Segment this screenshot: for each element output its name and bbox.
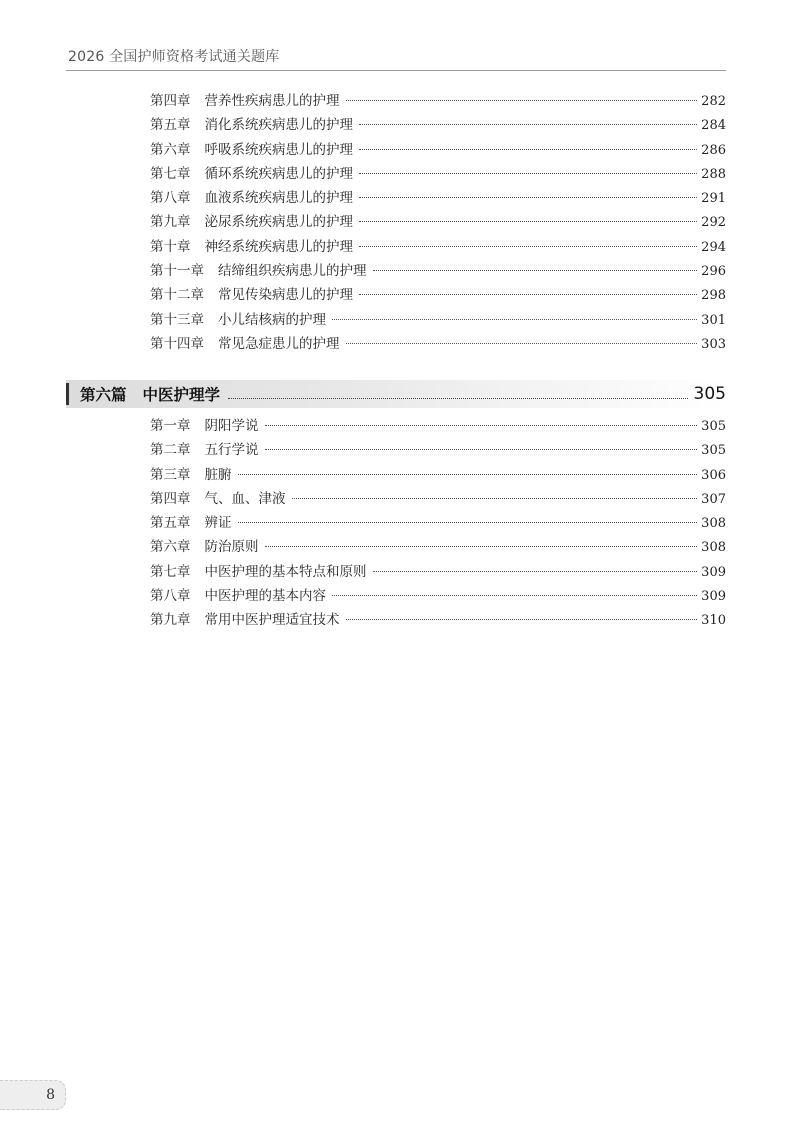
part-accent-bar <box>66 383 69 405</box>
dot-leader <box>359 149 697 150</box>
page-ref: 284 <box>701 118 726 134</box>
page-ref: 301 <box>701 312 726 328</box>
page-ref: 282 <box>701 94 726 109</box>
chapter-title: 结缔组织疾病患儿的护理 <box>218 263 367 280</box>
page-ref: 292 <box>701 215 726 231</box>
chapter-number: 第四章 <box>150 490 191 507</box>
chapter-number: 第十一章 <box>150 263 204 280</box>
page-ref: 286 <box>701 142 726 158</box>
dot-leader <box>359 294 697 295</box>
toc-entry[interactable] <box>150 608 726 632</box>
chapter-title: 营养性疾病患儿的护理 <box>204 93 340 109</box>
toc-entry[interactable] <box>150 210 726 234</box>
chapter-number: 第三章 <box>150 466 191 483</box>
toc-entry[interactable] <box>150 535 726 559</box>
dot-leader <box>359 173 697 174</box>
toc-entry[interactable] <box>150 186 726 210</box>
chapter-title: 常见急症患儿的护理 <box>218 335 340 352</box>
toc-entry[interactable] <box>150 162 726 186</box>
chapter-number: 第九章 <box>150 214 191 231</box>
dot-leader <box>332 319 697 320</box>
chapter-number: 第九章 <box>150 612 191 629</box>
chapter-title: 脏腑 <box>204 466 232 483</box>
dot-leader <box>346 100 698 101</box>
toc-entry[interactable] <box>150 89 726 113</box>
dot-leader <box>265 546 698 547</box>
dot-leader <box>346 343 698 344</box>
chapter-title: 常用中医护理适宜技术 <box>204 612 340 629</box>
part-page-ref: 305 <box>693 384 726 404</box>
toc-list-continued <box>150 89 726 356</box>
chapter-title: 小儿结核病的护理 <box>218 311 326 328</box>
chapter-number: 第八章 <box>150 190 191 207</box>
chapter-title: 循环系统疾病患儿的护理 <box>204 165 353 182</box>
chapter-title: 中医护理的基本内容 <box>204 588 326 605</box>
chapter-number: 第八章 <box>150 588 191 605</box>
page-ref: 294 <box>701 239 726 255</box>
dot-leader <box>228 398 688 399</box>
running-header: 2026 全国护师资格考试通关题库 <box>68 49 280 65</box>
toc-entry[interactable] <box>150 332 726 356</box>
page-number: 8 <box>46 1087 55 1103</box>
dot-leader <box>359 246 697 247</box>
page-ref: 305 <box>701 419 726 434</box>
dot-leader <box>373 270 698 271</box>
dot-leader <box>359 124 697 125</box>
chapter-title: 辨证 <box>204 515 232 532</box>
dot-leader <box>238 522 698 523</box>
chapter-number: 第五章 <box>150 117 191 134</box>
toc-entry[interactable] <box>150 138 726 162</box>
toc-entry[interactable] <box>150 283 726 307</box>
header-divider <box>66 70 726 71</box>
dot-leader <box>373 571 698 572</box>
toc-entry[interactable] <box>150 584 726 608</box>
page-ref: 308 <box>701 540 726 556</box>
chapter-number: 第六章 <box>150 141 191 158</box>
part-number: 第六篇 <box>80 386 127 404</box>
chapter-number: 第六章 <box>150 539 191 556</box>
toc-entry[interactable] <box>150 259 726 283</box>
toc-entry[interactable] <box>150 560 726 584</box>
toc-entry[interactable] <box>150 511 726 535</box>
page-ref: 309 <box>701 589 726 605</box>
chapter-title: 阴阳学说 <box>204 418 259 434</box>
chapter-title: 气、血、津液 <box>204 490 286 507</box>
page-ref: 306 <box>701 467 726 483</box>
part-title: 中医护理学 <box>142 386 221 404</box>
page-ref: 305 <box>701 443 726 459</box>
dot-leader <box>292 498 698 499</box>
chapter-number: 第七章 <box>150 563 191 580</box>
dot-leader <box>332 595 697 596</box>
chapter-number: 第十三章 <box>150 311 204 328</box>
page-ref: 308 <box>701 516 726 532</box>
page-ref: 296 <box>701 264 726 280</box>
chapter-number: 第七章 <box>150 165 191 182</box>
page-ref: 303 <box>701 336 726 352</box>
dot-leader <box>238 474 698 475</box>
chapter-number: 第十二章 <box>150 287 204 304</box>
chapter-title: 血液系统疾病患儿的护理 <box>204 190 353 207</box>
page-ref: 298 <box>701 288 726 304</box>
dot-leader <box>359 221 697 222</box>
chapter-title: 常见传染病患儿的护理 <box>218 287 353 304</box>
chapter-number: 第五章 <box>150 515 191 532</box>
page-ref: 309 <box>701 564 726 580</box>
page-ref: 291 <box>701 191 726 207</box>
toc-entry[interactable] <box>150 487 726 511</box>
chapter-title: 神经系统疾病患儿的护理 <box>204 238 353 255</box>
dot-leader <box>265 425 698 426</box>
toc-list-part-six <box>150 414 726 633</box>
toc-entry[interactable] <box>150 308 726 332</box>
page-ref: 307 <box>701 491 726 507</box>
toc-entry[interactable] <box>150 414 726 438</box>
chapter-number: 第十四章 <box>150 335 204 352</box>
chapter-title: 泌尿系统疾病患儿的护理 <box>204 214 353 231</box>
dot-leader <box>265 449 698 450</box>
chapter-title: 防治原则 <box>204 539 259 556</box>
chapter-title: 消化系统疾病患儿的护理 <box>204 117 353 134</box>
part-heading[interactable] <box>66 380 726 408</box>
dot-leader <box>346 619 698 620</box>
toc-entry[interactable] <box>150 463 726 487</box>
chapter-number: 第二章 <box>150 442 191 459</box>
chapter-number: 第一章 <box>150 418 191 434</box>
chapter-number: 第十章 <box>150 238 191 255</box>
toc-entry[interactable] <box>150 113 726 137</box>
dot-leader <box>359 197 697 198</box>
page-number-tab <box>0 1080 66 1110</box>
chapter-title: 五行学说 <box>204 442 259 459</box>
chapter-title: 呼吸系统疾病患儿的护理 <box>204 141 353 158</box>
toc-entry[interactable] <box>150 438 726 462</box>
page-ref: 310 <box>701 613 726 629</box>
chapter-number: 第四章 <box>150 93 191 109</box>
toc-entry[interactable] <box>150 235 726 259</box>
chapter-title: 中医护理的基本特点和原则 <box>204 563 367 580</box>
page-ref: 288 <box>701 166 726 182</box>
